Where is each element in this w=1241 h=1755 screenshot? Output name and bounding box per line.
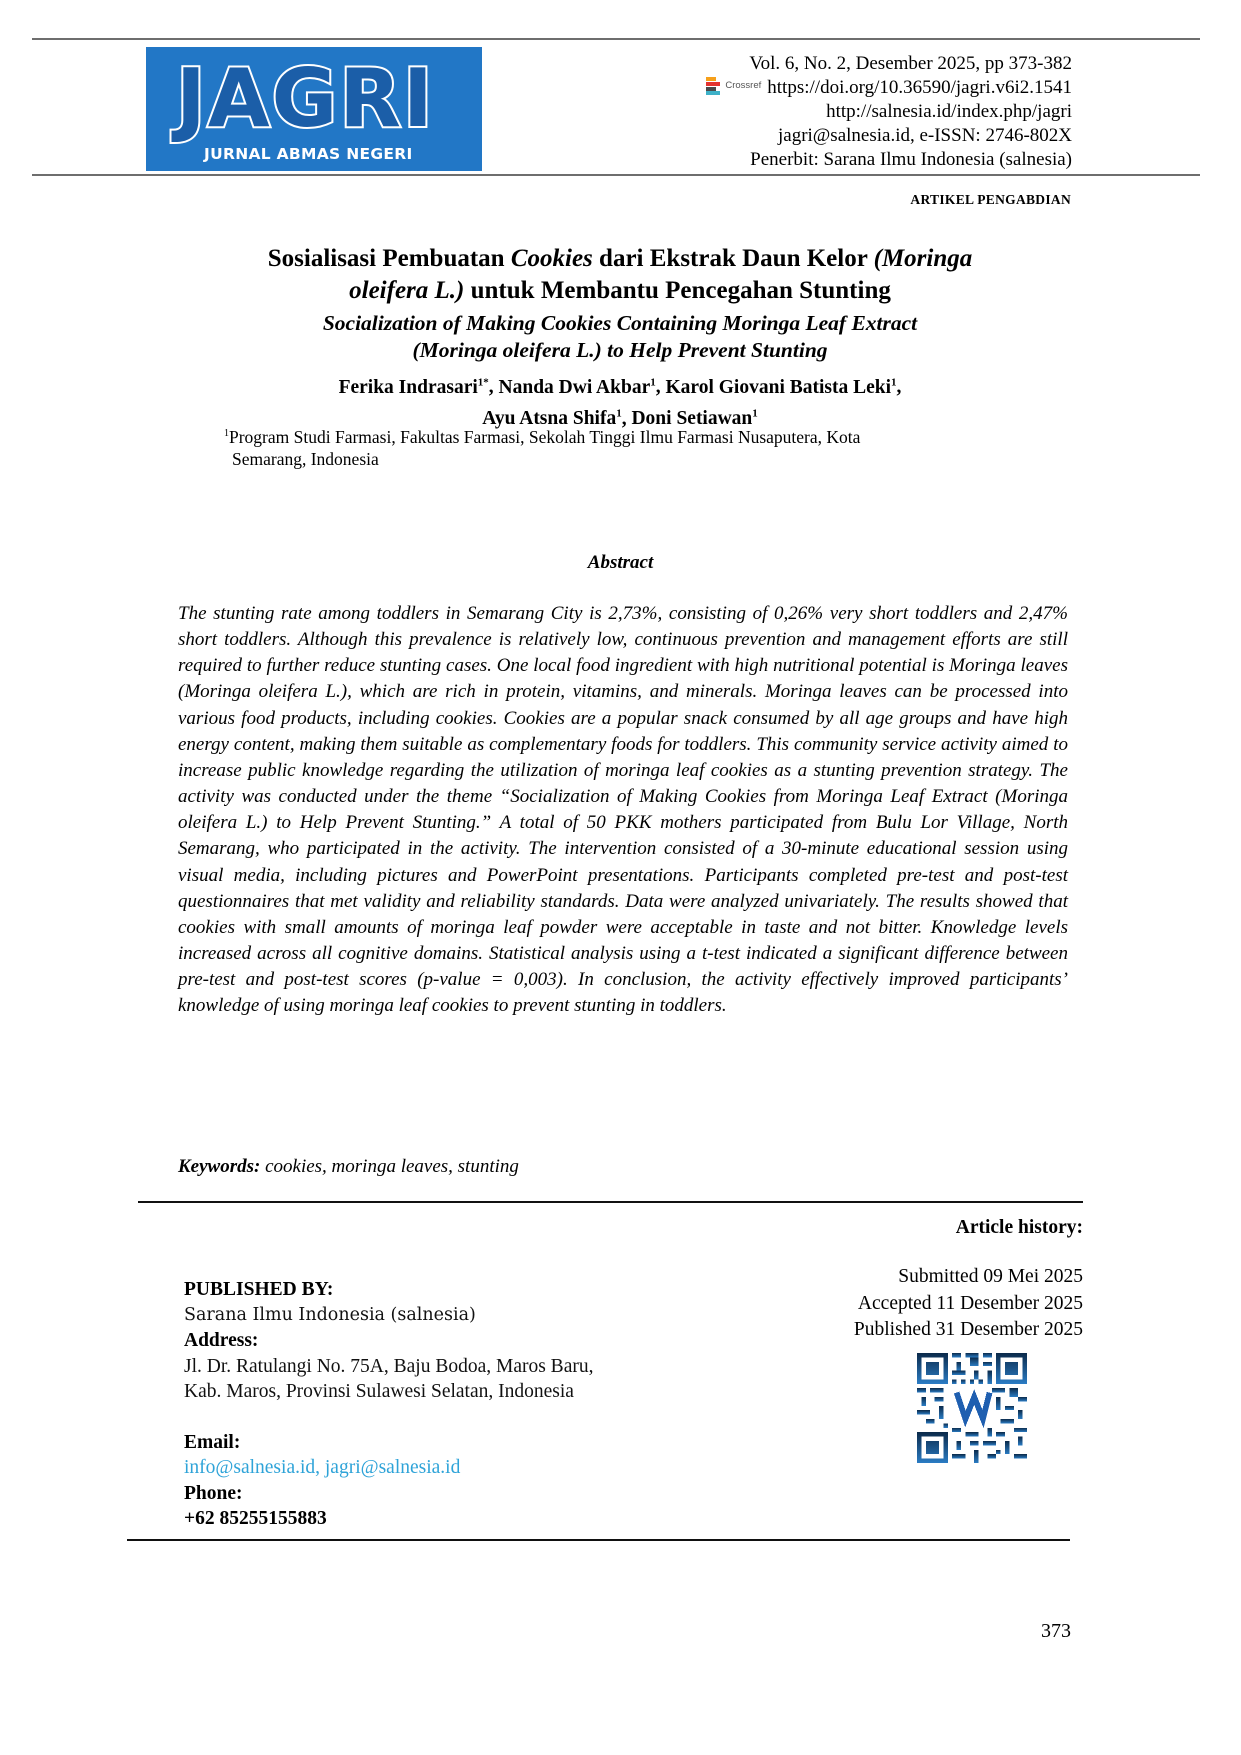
published-by-value: Sarana Ilmu Indonesia (salnesia) bbox=[184, 1304, 476, 1325]
publisher-line: Penerbit: Sarana Ilmu Indonesia (salnesia) bbox=[750, 148, 1072, 170]
abstract-text: The stunting rate among toddlers in Semarang City is 2,73%, consisting of 0,26% very short toddlers and 2,47% short toddlers. Although this prevalence is relatively low, continuous prevention and management efforts are still required to further reduce stunting cases. One local food ingredient with high nutritional potential is Moringa leaves (Moringa oleifera L.), which are rich in protein, vitamins, and minerals. Moringa leaves can be processed into various food products, including cookies. Cookies are a popular snack consumed by all age groups and have high energy content, making them suitable as complementary foods for toddlers. This community service activity aimed to increase public knowledge regarding the utilization of moringa leaf cookies as a stunting prevention strategy. The activity was conducted under the theme “Socialization of Making Cookies from Moringa Leaf Extract (Moringa oleifera L.) to Help Prevent Stunting.” A total of 50 PKK mothers participated from Bulu Lor Village, North Semarang, who participated in the activity. The intervention consisted of a 30-minute educational session using visual media, including pictures and PowerPoint presentations. Participants completed pre-test and post-test questionnaires that met validity and reliability standards. Data were analyzed univariately. The results showed that cookies with small amounts of moringa leaf powder were acceptable in taste and not bitter. Knowledge levels increased across all cognitive domains. Statistical analysis using a t-test indicated a significant difference between pre-test and post-test scores (p-value = 0,003). In conclusion, the activity effectively improved participants’ knowledge of using moringa leaf cookies to prevent stunting in toddlers. bbox=[178, 603, 1068, 1017]
journal-url[interactable]: http://salnesia.id/index.php/jagri bbox=[826, 101, 1072, 123]
volume-info: Vol. 6, No. 2, Desember 2025, pp 373-382 bbox=[749, 53, 1072, 74]
title-english bbox=[160, 310, 1080, 364]
crossref-label: Crossref bbox=[725, 80, 762, 92]
phone-label: Phone: bbox=[184, 1482, 243, 1504]
doi-link[interactable]: https://doi.org/10.36590/jagri.v6i2.1541 bbox=[767, 76, 1072, 98]
published-by-label: PUBLISHED BY: bbox=[184, 1279, 334, 1300]
title-text-italic: oleifera L.) bbox=[349, 277, 465, 304]
author: Karol Giovani Batista Leki$^1$ bbox=[665, 376, 897, 398]
email-label: Email: bbox=[184, 1431, 241, 1453]
author: Ferika Indrasari$^{1*}$ bbox=[338, 376, 489, 398]
affiliation-marker: 1 bbox=[224, 428, 229, 439]
email-links[interactable]: info@salnesia.id, jagri@salnesia.id bbox=[184, 1457, 461, 1478]
affiliation-line: Program Studi Farmasi, Fakultas Farmasi, Sekolah Tinggi Ilmu Farmasi Nusaputera, Kota bbox=[229, 426, 861, 447]
address-line: Jl. Dr. Ratulangi No. 75A, Baju Bodoa, Maros Baru, bbox=[184, 1355, 594, 1377]
author: Nanda Dwi Akbar$^1$ bbox=[498, 376, 656, 398]
published-date: Published 31 Desember 2025 bbox=[853, 1319, 1083, 1340]
article-history-title: Article history: bbox=[955, 1217, 1083, 1238]
address-label: Address: bbox=[184, 1330, 259, 1351]
logo-subtitle: JURNAL ABMAS NEGERI bbox=[204, 145, 413, 163]
crossref-badge bbox=[706, 74, 761, 98]
title-text-italic: Cookies bbox=[510, 245, 593, 272]
title-indonesian bbox=[160, 243, 1080, 307]
journal-logo bbox=[146, 47, 482, 171]
title-en-line: (Moringa oleifera L.) to Help Prevent Stunting bbox=[412, 338, 828, 362]
keywords-label: Keywords: bbox=[178, 1156, 261, 1177]
title-en-line: Socialization of Making Cookies Containing Moringa Leaf Extract bbox=[322, 311, 918, 335]
doi-line bbox=[706, 76, 1072, 100]
info-top-rule bbox=[138, 1201, 1083, 1203]
affiliation-line: Semarang, Indonesia bbox=[232, 448, 379, 469]
qr-code-icon bbox=[917, 1353, 1027, 1463]
logo-wordmark: JAGRI bbox=[176, 52, 435, 145]
page-number: 373 bbox=[1041, 1620, 1071, 1642]
title-text: untuk Membantu Pencegahan Stunting bbox=[464, 277, 891, 304]
abstract-heading: Abstract bbox=[587, 552, 654, 573]
author: Doni Setiawan$^1$ bbox=[631, 407, 758, 429]
phone-value: +62 85255155883 bbox=[184, 1508, 327, 1529]
keywords bbox=[178, 1156, 519, 1178]
accepted-date: Accepted 11 Desember 2025 bbox=[857, 1292, 1083, 1314]
author-list: Ferika Indrasari$^{1*}$, Nanda Dwi Akbar$^1$, Karol Giovani Batista Leki$^1$, Ayu Atsna Shifa$^1$, Doni Setiawan$^1$ bbox=[338, 376, 902, 429]
publisher-info bbox=[184, 1277, 593, 1532]
author: Ayu Atsna Shifa$^1$ bbox=[482, 407, 622, 429]
info-bottom-rule bbox=[127, 1539, 1070, 1541]
address-line: Kab. Maros, Provinsi Sulawesi Selatan, Indonesia bbox=[184, 1381, 574, 1402]
header-bottom-rule bbox=[32, 174, 1200, 176]
email-issn: jagri@salnesia.id, e-ISSN: 2746-802X bbox=[777, 124, 1072, 146]
affiliation bbox=[226, 423, 1026, 470]
keywords-value: cookies, moringa leaves, stunting bbox=[260, 1156, 519, 1177]
crossref-icon bbox=[706, 77, 722, 95]
article-type-label: ARTIKEL PENGABDIAN bbox=[910, 192, 1071, 207]
title-text-italic: (Moringa bbox=[873, 245, 973, 272]
submitted-date: Submitted 09 Mei 2025 bbox=[898, 1266, 1083, 1287]
title-text: dari Ekstrak Daun Kelor bbox=[592, 245, 874, 272]
title-text: Sosialisasi Pembuatan bbox=[267, 245, 511, 272]
journal-meta bbox=[706, 52, 1072, 171]
article-history bbox=[854, 1264, 1083, 1344]
header-top-rule bbox=[32, 38, 1200, 40]
